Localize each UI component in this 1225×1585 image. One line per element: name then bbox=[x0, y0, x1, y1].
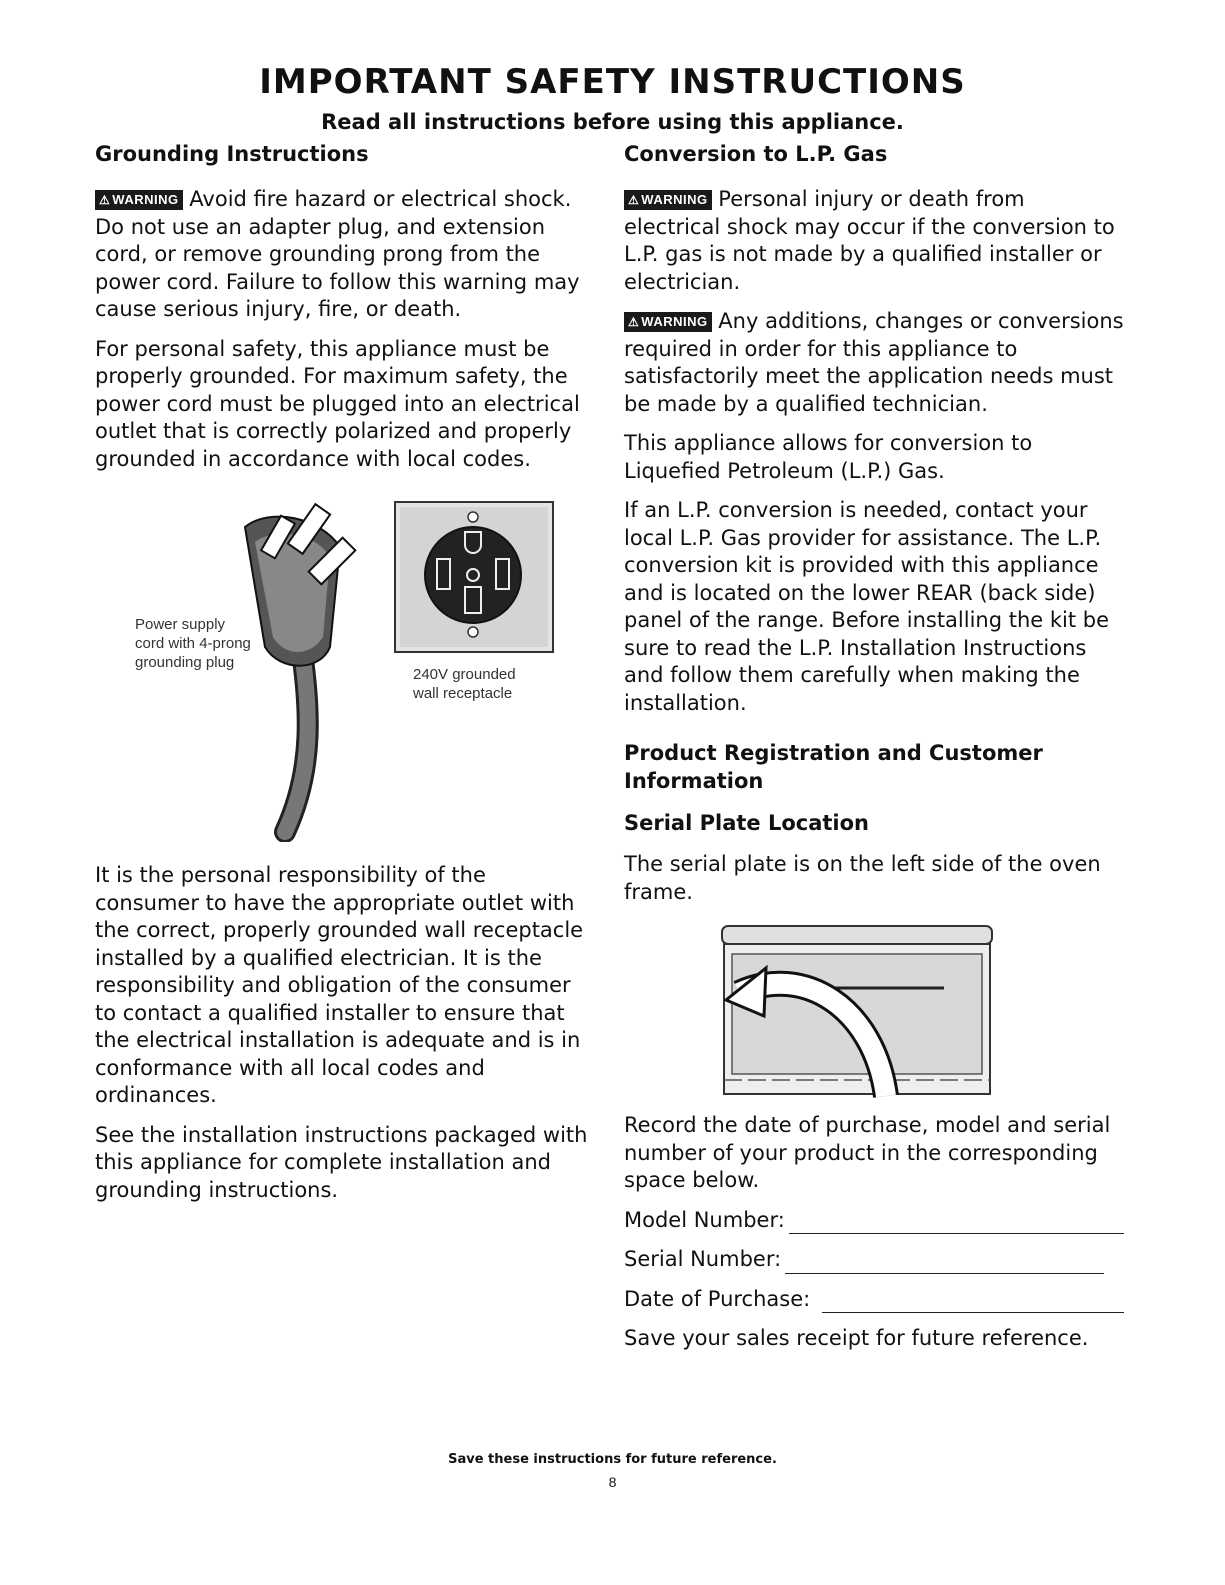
purchase-date-field[interactable] bbox=[624, 1286, 1124, 1314]
page-subtitle: Read all instructions before using this appliance. bbox=[321, 110, 904, 134]
serial-plate-heading: Serial Plate Location bbox=[624, 811, 869, 835]
page-number: 8 bbox=[608, 1474, 617, 1490]
responsibility-paragraph: It is the personal responsibility of the consumer to have the appropriate outlet with the correct, properly grounded wall receptacle installed by a qualified electrician. It is the responsibility and obligation of the consumer to contact a qualified installer to ensure that the electrical installation is adequate and is in conformance with all local codes and ordinances. bbox=[95, 863, 584, 1107]
grounding-warning: ⚠ WARNING Avoid fire hazard or electrical shock. Do not use an adapter plug, and extension cord, or remove grounding prong from the power cord. Failure to follow this warning may cause serious injury, fire, or death. bbox=[95, 187, 580, 321]
plug-label: Power supply cord with 4-prong grounding plug bbox=[135, 616, 251, 671]
model-number-field[interactable] bbox=[624, 1207, 1124, 1235]
purchase-date-label: Date of Purchase: bbox=[624, 1286, 811, 1311]
record-paragraph: Record the date of purchase, model and serial number of your product in the corresponding space below. bbox=[624, 1113, 1111, 1192]
conversion-paragraph-2: If an L.P. conversion is needed, contact your local L.P. Gas provider for assistance. The L.P. conversion kit is provided with this appliance and is located on the lower REAR (back side) panel of the range. Before installing the kit be sure to read the L.P. Installation Instructions and follow them carefully when making the installation. bbox=[624, 498, 1110, 715]
conversion-paragraph-1: This appliance allows for conversion to Liquefied Petroleum (L.P.) Gas. bbox=[624, 431, 1033, 483]
model-number-line[interactable] bbox=[789, 1213, 1124, 1234]
model-number-label: Model Number: bbox=[624, 1207, 785, 1232]
page-title: IMPORTANT SAFETY INSTRUCTIONS bbox=[259, 62, 966, 102]
serial-number-field[interactable] bbox=[624, 1246, 1124, 1274]
serial-number-line[interactable] bbox=[785, 1253, 1104, 1274]
purchase-date-line[interactable] bbox=[822, 1292, 1124, 1313]
warning-badge: ⚠ WARNING bbox=[624, 312, 712, 332]
conversion-heading: Conversion to L.P. Gas bbox=[624, 142, 888, 166]
receipt-paragraph: Save your sales receipt for future reference. bbox=[624, 1326, 1089, 1350]
plug-receptacle-figure bbox=[95, 487, 595, 842]
grounding-heading: Grounding Instructions bbox=[95, 142, 369, 166]
warning-triangle-icon: ⚠ bbox=[99, 193, 111, 207]
conversion-warning-2: ⚠ WARNING Any additions, changes or conversions required in order for this appliance to satisfactorily meet the application needs must be made by a qualified technician. bbox=[624, 309, 1124, 416]
footer-note: Save these instructions for future reference. bbox=[448, 1452, 777, 1467]
left-column bbox=[95, 140, 595, 1216]
warning-badge: ⚠ WARNING bbox=[95, 190, 183, 210]
warning-triangle-icon: ⚠ bbox=[628, 193, 640, 207]
registration-heading: Product Registration and Customer Information bbox=[624, 741, 1043, 793]
warning-triangle-icon: ⚠ bbox=[628, 315, 640, 329]
right-column bbox=[624, 140, 1124, 1365]
receptacle-label: 240V grounded wall receptacle bbox=[413, 666, 516, 702]
conversion-warning-1: ⚠ WARNING Personal injury or death from electrical shock may occur if the conversion to L.P. gas is not made by a qualified installer or electrician. bbox=[624, 187, 1115, 294]
grounding-paragraph: For personal safety, this appliance must be properly grounded. For maximum safety, the power cord must be plugged into an electrical outlet that is correctly polarized and properly grounded in accordance with local codes. bbox=[95, 336, 580, 471]
warning-badge: ⚠ WARNING bbox=[624, 190, 712, 210]
serial-number-label: Serial Number: bbox=[624, 1247, 782, 1271]
oven-frame-illustration bbox=[624, 918, 1124, 1098]
serial-plate-paragraph: The serial plate is on the left side of the oven frame. bbox=[624, 852, 1101, 904]
installation-paragraph: See the installation instructions packaged with this appliance for complete installation and grounding instructions. bbox=[95, 1122, 588, 1202]
